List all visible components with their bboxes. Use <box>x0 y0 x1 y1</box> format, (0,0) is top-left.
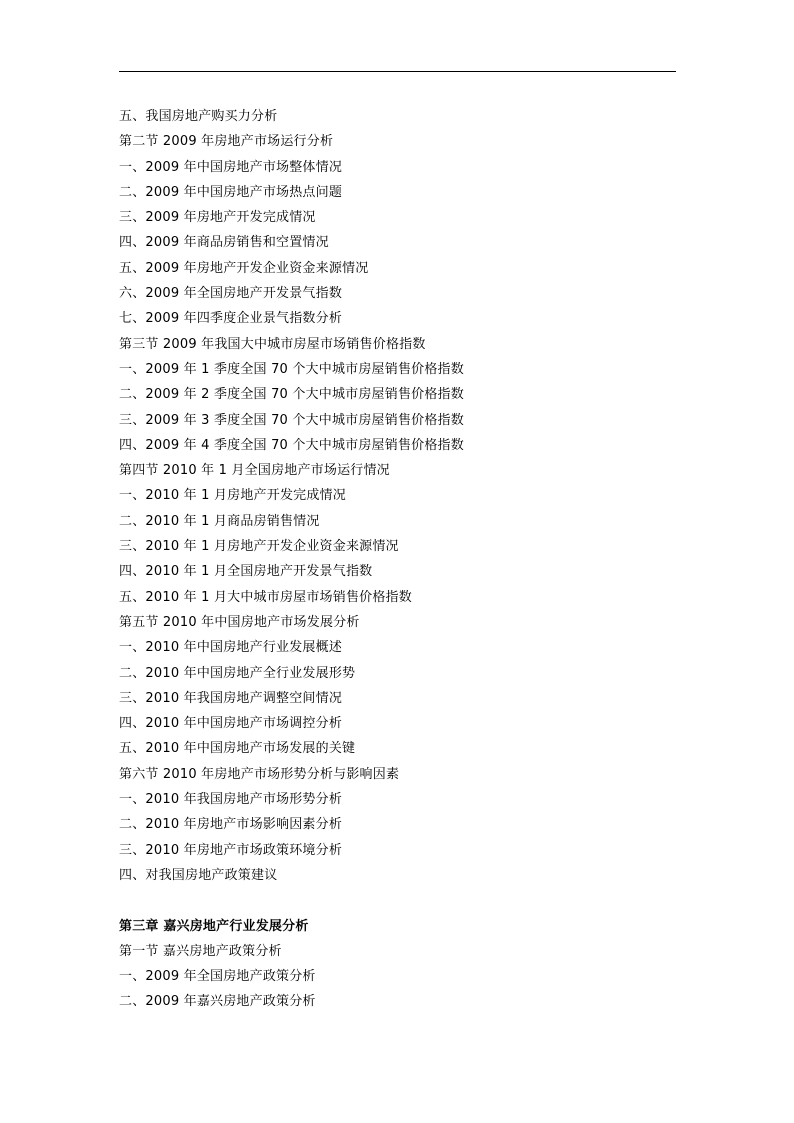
toc-item: 三、2009 年 3 季度全国 70 个大中城市房屋销售价格指数 <box>119 412 464 428</box>
toc-item: 二、2010 年 1 月商品房销售情况 <box>119 513 320 529</box>
toc-item: 三、2010 年房地产市场政策环境分析 <box>119 842 343 858</box>
toc-item: 四、2009 年商品房销售和空置情况 <box>119 235 329 251</box>
toc-item: 一、2010 年中国房地产行业发展概述 <box>119 640 343 656</box>
toc-section-heading: 第二节 2009 年房地产市场运行分析 <box>119 134 334 150</box>
toc-item: 一、2009 年 1 季度全国 70 个大中城市房屋销售价格指数 <box>119 361 464 377</box>
toc-item: 一、2009 年中国房地产市场整体情况 <box>119 159 343 175</box>
toc-item: 二、2010 年房地产市场影响因素分析 <box>119 817 343 833</box>
toc-item: 五、我国房地产购买力分析 <box>119 109 278 124</box>
toc-item: 二、2010 年中国房地产全行业发展形势 <box>119 665 356 681</box>
toc-item: 五、2009 年房地产开发企业资金来源情况 <box>119 260 369 276</box>
header-rule <box>119 71 676 72</box>
toc-item: 四、2010 年中国房地产市场调控分析 <box>119 716 343 732</box>
toc-item: 一、2010 年 1 月房地产开发完成情况 <box>119 488 346 504</box>
toc-item: 四、对我国房地产政策建议 <box>119 867 278 883</box>
toc-item: 四、2010 年 1 月全国房地产开发景气指数 <box>119 564 373 580</box>
toc-chapter-heading: 第三章 嘉兴房地产行业发展分析 <box>119 918 309 934</box>
toc-section-heading: 第三节 2009 年我国大中城市房屋市场销售价格指数 <box>119 336 426 352</box>
toc-item: 三、2010 年 1 月房地产开发企业资金来源情况 <box>119 539 399 555</box>
toc-item: 五、2010 年 1 月大中城市房屋市场销售价格指数 <box>119 589 412 605</box>
toc-item: 一、2010 年我国房地产市场形势分析 <box>119 792 343 808</box>
toc-item: 四、2009 年 4 季度全国 70 个大中城市房屋销售价格指数 <box>119 437 464 453</box>
toc-item: 二、2009 年中国房地产市场热点问题 <box>119 184 343 200</box>
toc-item: 五、2010 年中国房地产市场发展的关键 <box>119 741 356 757</box>
table-of-contents <box>119 104 719 1015</box>
toc-item: 二、2009 年 2 季度全国 70 个大中城市房屋销售价格指数 <box>119 387 464 403</box>
toc-section-heading: 第一节 嘉兴房地产政策分析 <box>119 943 282 959</box>
toc-item: 六、2009 年全国房地产开发景气指数 <box>119 286 343 302</box>
toc-item: 三、2010 年我国房地产调整空间情况 <box>119 690 343 706</box>
toc-section-heading: 第四节 2010 年 1 月全国房地产市场运行情况 <box>119 463 390 479</box>
toc-section-heading: 第六节 2010 年房地产市场形势分析与影响因素 <box>119 766 400 782</box>
toc-item: 七、2009 年四季度企业景气指数分析 <box>119 311 343 327</box>
toc-item: 三、2009 年房地产开发完成情况 <box>119 210 316 226</box>
toc-section-heading: 第五节 2010 年中国房地产市场发展分析 <box>119 614 360 630</box>
toc-item: 一、2009 年全国房地产政策分析 <box>119 969 316 985</box>
toc-item: 二、2009 年嘉兴房地产政策分析 <box>119 994 316 1010</box>
